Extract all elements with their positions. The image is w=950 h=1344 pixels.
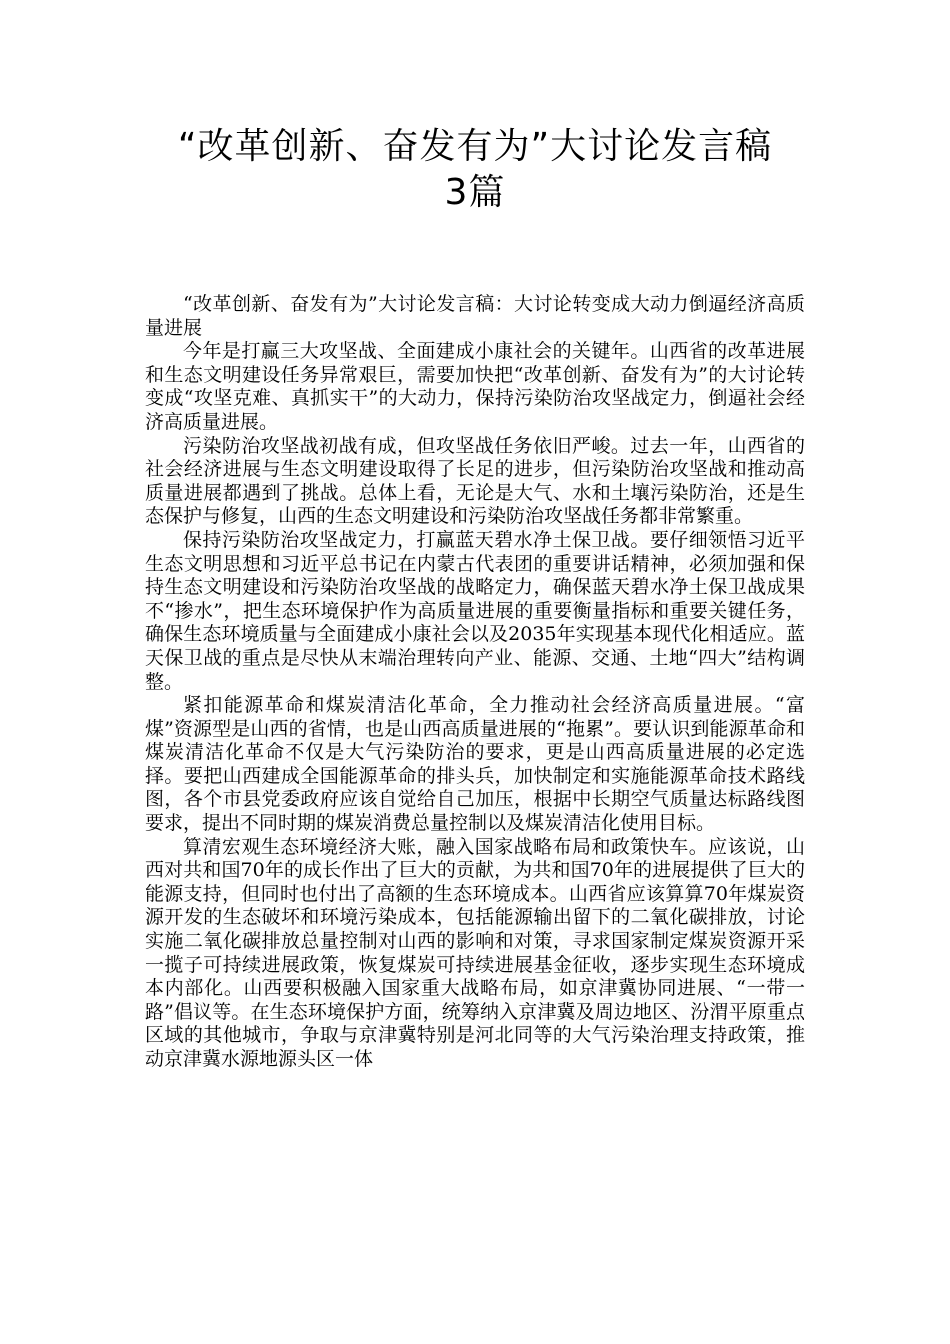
paragraph: 算清宏观生态环境经济大账，融入国家战略布局和政策快车。应该说，山西对共和国70年的成长作出了巨大的贡献，为共和国70年的进展提供了巨大的能源支持，但同时也付出了高额的生态环境成本。山西省应该算算70年煤炭资源开发的生态破坏和环境污染成本，包括能源输出留下的二氧化碳排放，讨论实施二氧化碳排放总量控制对山西的影响和对策，寻求国家制定煤炭资源开采一揽子可持续进展政策，恢复煤炭可持续进展基金征收，逐步实现生态环境成本内部化。山西要积极融入国家重大战略布局，如京津冀协同进展、“一带一路”倡议等。在生态环境保护方面，统筹纳入京津冀及周边地区、汾渭平原重点区域的其他城市，争取与京津冀特别是河北同等的大气污染治理支持政策，推动京津冀水源地源头区一体 <box>145 835 805 1070</box>
document-title <box>120 124 830 216</box>
paragraph: 今年是打赢三大攻坚战、全面建成小康社会的关键年。山西省的改革进展和生态文明建设任务异常艰巨，需要加快把“改革创新、奋发有为”的大讨论转变成“攻坚克难、真抓实干”的大动力，保持污染防治攻坚战定力，倒逼社会经济高质量进展。 <box>145 340 805 433</box>
paragraph-subtitle: “改革创新、奋发有为”大讨论发言稿：大讨论转变成大动力倒逼经济高质量进展 <box>145 293 805 339</box>
paragraph: 紧扣能源革命和煤炭清洁化革命，全力推动社会经济高质量进展。“富煤”资源型是山西的省情，也是山西高质量进展的“拖累”。要认识到能源革命和煤炭清洁化革命不仅是大气污染防治的要求，更是山西高质量进展的必定选择。要把山西建成全国能源革命的排头兵，加快制定和实施能源革命技术路线图，各个市县党委政府应该自觉给自己加压，根据中长期空气质量达标路线图要求，提出不同时期的煤炭消费总量控制以及煤炭清洁化使用目标。 <box>145 694 805 835</box>
title-line-2: 3篇 <box>444 172 506 213</box>
title-line-1: “改革创新、奋发有为”大讨论发言稿 <box>177 126 773 167</box>
document-body <box>145 293 805 1072</box>
paragraph: 污染防治攻坚战初战有成，但攻坚战任务依旧严峻。过去一年，山西省的社会经济进展与生态文明建设取得了长足的进步，但污染防治攻坚战和推动高质量进展都遇到了挑战。总体上看，无论是大气、水和土壤污染防治，还是生态保护与修复，山西的生态文明建设和污染防治攻坚战任务都非常繁重。 <box>145 434 805 528</box>
paragraph: 保持污染防治攻坚战定力，打赢蓝天碧水净土保卫战。要仔细领悟习近平生态文明思想和习近平总书记在内蒙古代表团的重要讲话精神，必须加强和保持生态文明建设和污染防治攻坚战的战略定力，确保蓝天碧水净土保卫战成果不“掺水”，把生态环境保护作为高质量进展的重要衡量指标和重要关键任务，确保生态环境质量与全面建成小康社会以及2035年实现基本现代化相适应。蓝天保卫战的重点是尽快从末端治理转向产业、能源、交通、土地“四大”结构调整。 <box>145 528 805 693</box>
